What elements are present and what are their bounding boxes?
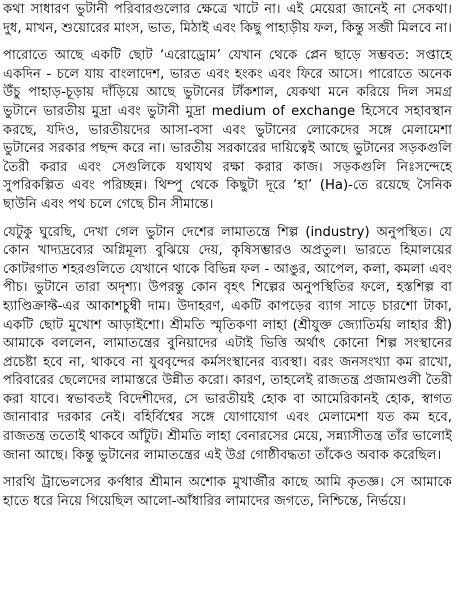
paragraph-lamaism: যেটুকু ঘুরেছি, দেখা গেল ভুটান দেশের লামাতন্ত্রে শিল্প (industry) অনুপস্থিত। যে কোন খাদ্যদ্রব্যের অগ্নিমূল্য বুঝিয়ে দেয়, কৃষিসম্ভারও অপ্রতুল। ভারতে হিমালয়ের কোটরগাত শহরগুলিতে যেখানে থাকে বিভিন্ন ফল - আঙুর, আপেল, কলা, কমলা এবং পীচ। ভুটানে তারা অদৃশ্য। উপরন্তু কোন বৃহৎ শিল্পের অনুপস্থিতির ফলে, হস্তশিল্প বা হ্যাণ্ডিক্রাফ্ট-এর আকাশচুম্বী দাম। উদাহরণ, একটি কাপড়ের ব্যাগ সাড়ে চারশো টাকা, একটি ছোট মুখোশ আড়াইশো। শ্রীমতি স্মৃতিকণা লাহা (শ্রীযুক্ত জ্যোতির্ময় লাহার স্ত্রী) আমাকে বললেন, লামাতন্ত্রের বুনিয়াদের এটাই ভিত্তি অর্থাৎ কোনো শিল্প সংস্থানের প্রচেষ্টা হবে না, থাকবে না যুববৃন্দের কর্মসংস্থানের ব্যবস্থা। বরং জনসংখ্যা কম রাখো, পরিবারের ছেলেদের লামাস্তরে উন্নীত করো। কারণ, তাহলেই রাজতন্ত্র প্রজামণ্ডলী তৈরী করা যাবে। স্বভাবতই বিদেশীদের, সে ভারতীয়ই হোক বা আমেরিকানই হোক, স্বাগত জানাবার দরকার নেই। বহির্বিশ্বের সঙ্গে যোগাযোগ এবং মেলামেশা যত কম হবে, রাজতন্ত্র ততোই থাকবে আঁটুট। শ্রীমতি লাহা বেনারসের মেয়ে, সন্ন্যাসীতন্ত্র তাঁর ভালোই জানা আছে। কিন্তু ভুটানের লামাতন্ত্রের এই উগ্র গোষ্ঠীবদ্ধতা তাঁকেও অবাক করেছিল। xyxy=(3,224,452,463)
paragraph-acknowledgement: সারথি ট্রাভেলসের কর্ণধার শ্রীমান অশোক মুখার্জীর কাছে আমি কৃতজ্ঞ। সে আমাকে হাতে ধরে নিয়ে গিয়েছিল আলো-আঁধারির লামাদের জগতে, নিশ্চিন্তে, নির্ভয়ে। xyxy=(3,475,452,509)
paragraph-food: কথা সাধারণ ভুটানী পরিবারগুলোর ক্ষেত্রে খাটে না। এই মেয়েরা জানেই না সেকথা। দুধ, মাখন, শুয়োরের মাংস, ভাত, মিঠাই এবং কিছু পাহাড়ীয় ফল, কিন্তু সব্জী মিলবে না। xyxy=(3,2,452,36)
paragraph-paro: পারোতে আছে একটি ছোট ‘এরোড্রোম’ যেখান থেকে প্লেন ছাড়ে সম্ভবত: সপ্তাহে একদিন - চলে যায় বাংলাদেশ, ভারত এবং হংকং এবং ফিরে আসে। পারোতে অনেক উঁচু পাহাড়-চূড়ায় দাঁড়িয়ে আছে ভুটানের টাঁকশাল, যেকথা মনে করিয়ে দিল সমগ্র ভুটানে ভারতীয় মুদ্রা এবং ভুটানী মুদ্রা medium of exchange হিসেবে সহাবস্থান করছে, যদিও, ভারতীয়দের আসা-বসা এবং ভুটানের লোকেদের সঙ্গে মেলামেশা ভুটানের সরকার পছন্দ করে না। ভারতীয় সরকারের দায়িত্বেই আছে ভুটানের সড়কগুলি তৈরী করার এবং সেগুলিকে যথাযথ রক্ষা করার কাজ। সড়কগুলি নিঃসন্দেহে সুপরিকল্পিত এবং পরিচ্ছন্ন। থিম্পু থেকে কিছুটা দূরে ‘হা’ (Ha)-তে রয়েছে সৈনিক ছাউনি এবং পথ চলে গেছে চীন সীমান্তে। xyxy=(3,48,452,212)
